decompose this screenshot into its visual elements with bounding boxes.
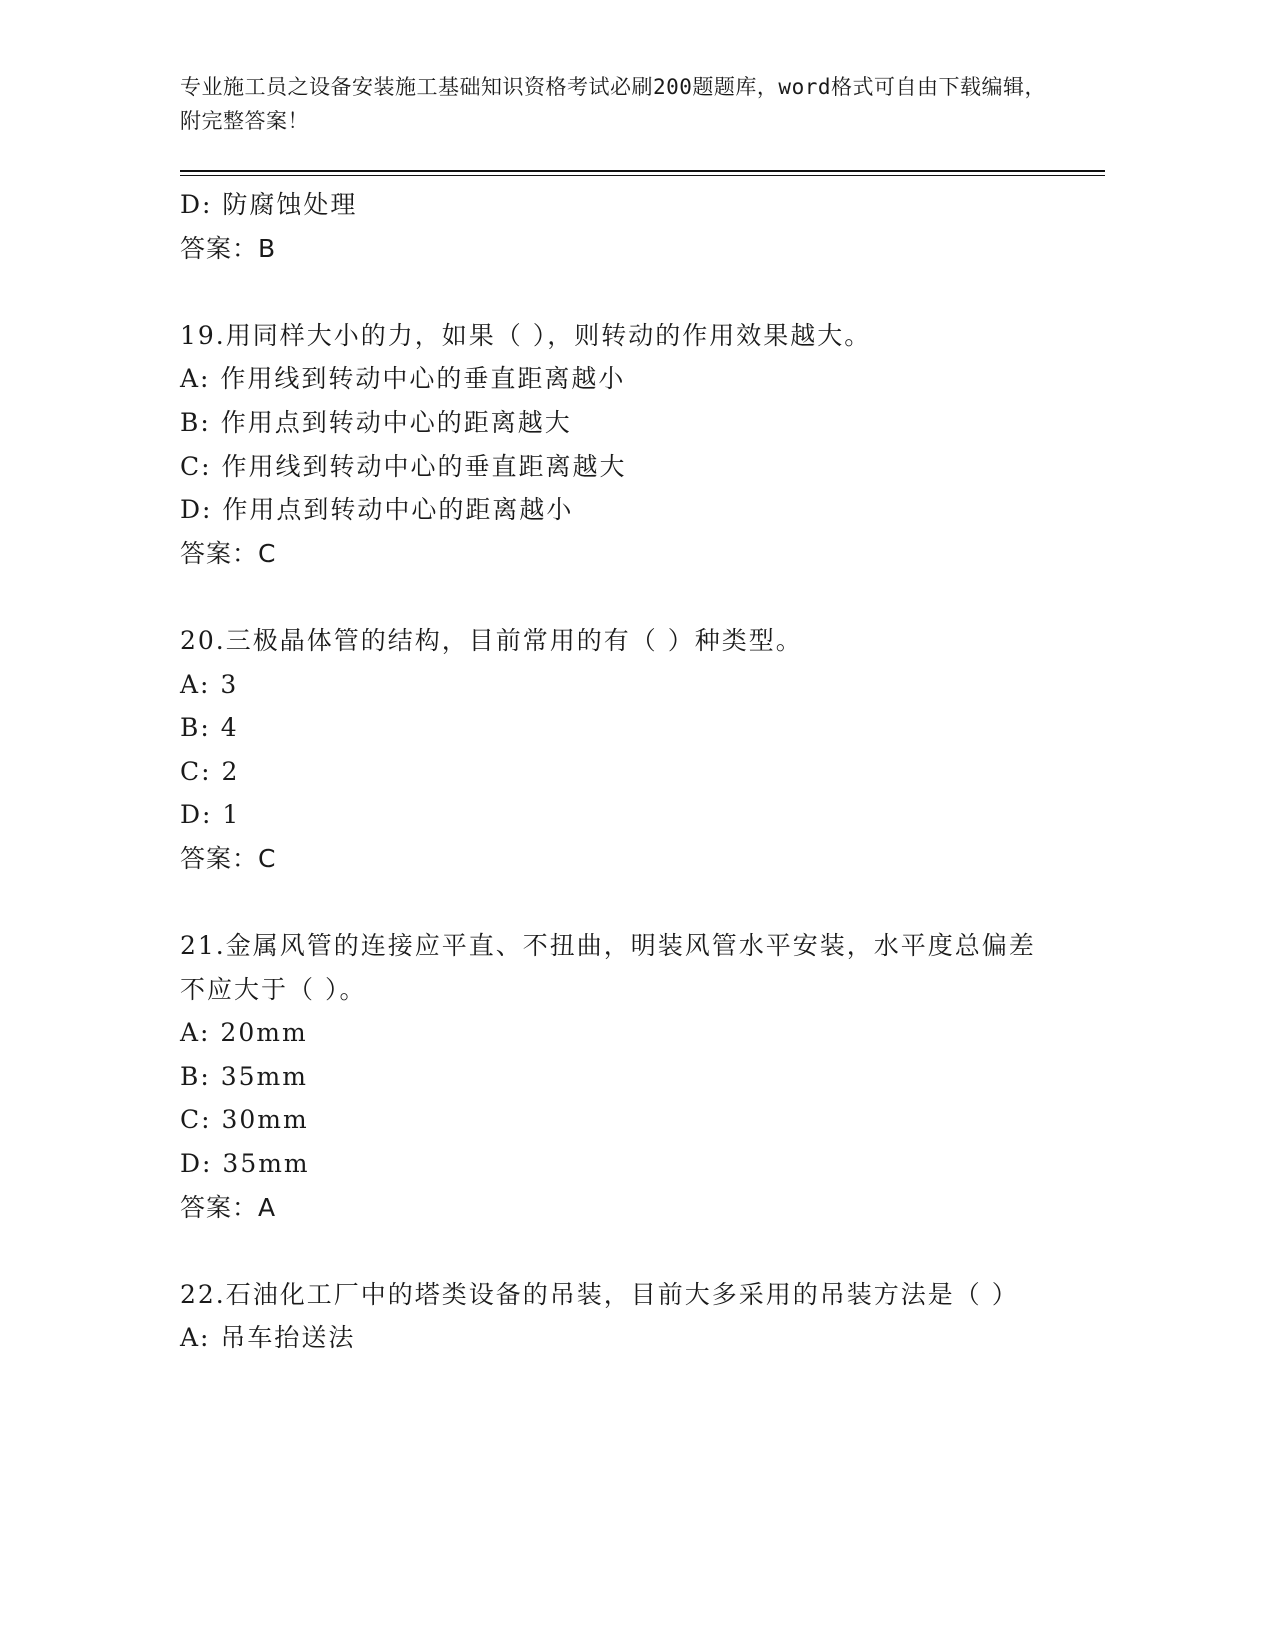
question-20 <box>180 619 1060 881</box>
option-d: D: 防腐蚀处理 <box>180 190 358 219</box>
question-19 <box>180 314 1060 576</box>
question-list <box>180 183 1060 1360</box>
answer: 答案：B <box>180 233 277 263</box>
spacer <box>180 881 1060 925</box>
header-rule-thick <box>180 170 1105 172</box>
option-d: D: 作用点到转动中心的距离越小 <box>180 495 574 525</box>
spacer <box>180 575 1060 619</box>
option-a: A: 作用线到转动中心的垂直距离越小 <box>180 364 626 394</box>
answer: 答案：C <box>180 538 277 568</box>
option-c: C: 作用线到转动中心的垂直距离越大 <box>180 451 627 481</box>
option-c: C: 2 <box>180 756 240 786</box>
option-a: A: 20mm <box>180 1018 308 1048</box>
option-b: B: 35mm <box>180 1061 308 1091</box>
option-b: B: 4 <box>180 713 239 743</box>
header-rule-thin <box>180 175 1105 176</box>
question-21 <box>180 924 1060 1229</box>
option-d: D: 1 <box>180 800 241 830</box>
option-a: A: 3 <box>180 669 239 699</box>
question-text: 21.金属风管的连接应平直、不扭曲，明装风管水平安装，水平度总偏差不应大于（ ）。 <box>180 931 1036 1004</box>
option-b: B: 作用点到转动中心的距离越大 <box>180 407 572 437</box>
answer: 答案：A <box>180 1192 277 1222</box>
option-d: D: 35mm <box>180 1149 310 1179</box>
option-a: A: 吊车抬送法 <box>180 1323 356 1353</box>
spacer <box>180 1229 1060 1273</box>
spacer <box>180 270 1060 314</box>
page-header: 专业施工员之设备安装施工基础知识资格考试必刷200题题库，word格式可自由下载编辑，附完整答案！ <box>180 75 1046 133</box>
option-c: C: 30mm <box>180 1105 309 1135</box>
answer: 答案：C <box>180 843 277 873</box>
question-text: 19.用同样大小的力，如果（ ），则转动的作用效果越大。 <box>180 320 872 350</box>
question-text: 20.三极晶体管的结构，目前常用的有（ ）种类型。 <box>180 625 803 655</box>
question-text: 22.石油化工厂中的塔类设备的吊装，目前大多采用的吊装方法是（ ） <box>180 1279 1019 1309</box>
question-22 <box>180 1273 1060 1360</box>
